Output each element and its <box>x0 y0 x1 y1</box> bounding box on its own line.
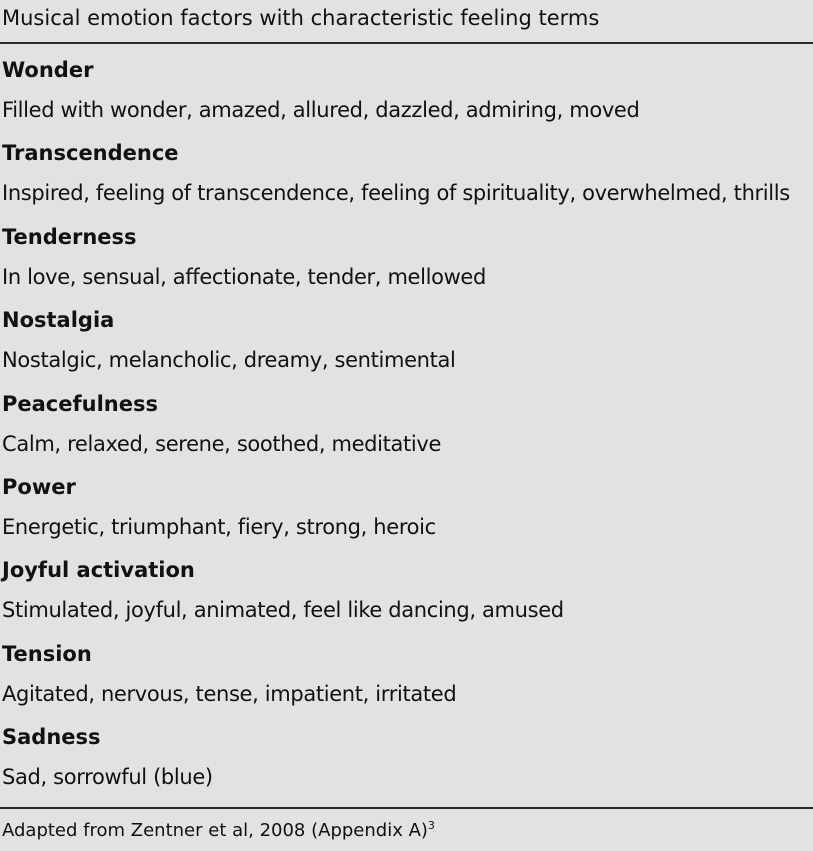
factor-name: Tension <box>2 641 92 666</box>
factor-terms: Nostalgic, melancholic, dreamy, sentimental <box>2 348 456 373</box>
factor-transcendence <box>0 133 813 216</box>
factor-power <box>0 467 813 550</box>
factor-name: Joyful activation <box>2 558 195 583</box>
factor-list <box>0 50 813 801</box>
table-footnote <box>0 810 813 851</box>
factor-name: Nostalgia <box>2 308 115 333</box>
factor-name: Peacefulness <box>2 391 158 416</box>
factor-terms: Filled with wonder, amazed, allured, dazzled, admiring, moved <box>2 98 640 122</box>
factor-nostalgia <box>0 300 813 383</box>
factor-sadness <box>0 717 813 800</box>
factor-terms: Energetic, triumphant, fiery, strong, heroic <box>2 514 436 539</box>
factor-joyful-activation <box>0 550 813 633</box>
factor-terms: Stimulated, joyful, animated, feel like dancing, amused <box>2 598 564 623</box>
factor-terms: Sad, sorrowful (blue) <box>2 765 213 790</box>
factor-terms: In love, sensual, affectionate, tender, mellowed <box>2 264 486 289</box>
top-divider <box>0 42 813 44</box>
factor-wonder <box>0 50 813 133</box>
factor-peacefulness <box>0 384 813 467</box>
factor-terms: Agitated, nervous, tense, impatient, irritated <box>2 681 457 706</box>
bottom-divider <box>0 807 813 809</box>
factor-terms: Inspired, feeling of transcendence, feeling of spirituality, overwhelmed, thrills <box>2 181 790 206</box>
factor-name: Wonder <box>2 58 94 82</box>
factor-name: Power <box>2 474 76 499</box>
factor-tension <box>0 634 813 717</box>
factor-name: Sadness <box>2 725 101 750</box>
factor-name: Tenderness <box>2 224 137 249</box>
table-title: Musical emotion factors with characteristic feeling terms <box>2 6 600 30</box>
footnote-text: Adapted from Zentner et al, 2008 (Appendix A) <box>2 820 428 841</box>
factor-name: Transcendence <box>2 141 179 166</box>
factor-tenderness <box>0 217 813 300</box>
factor-terms: Calm, relaxed, serene, soothed, meditative <box>2 431 442 456</box>
footnote-reference: 3 <box>427 819 435 832</box>
